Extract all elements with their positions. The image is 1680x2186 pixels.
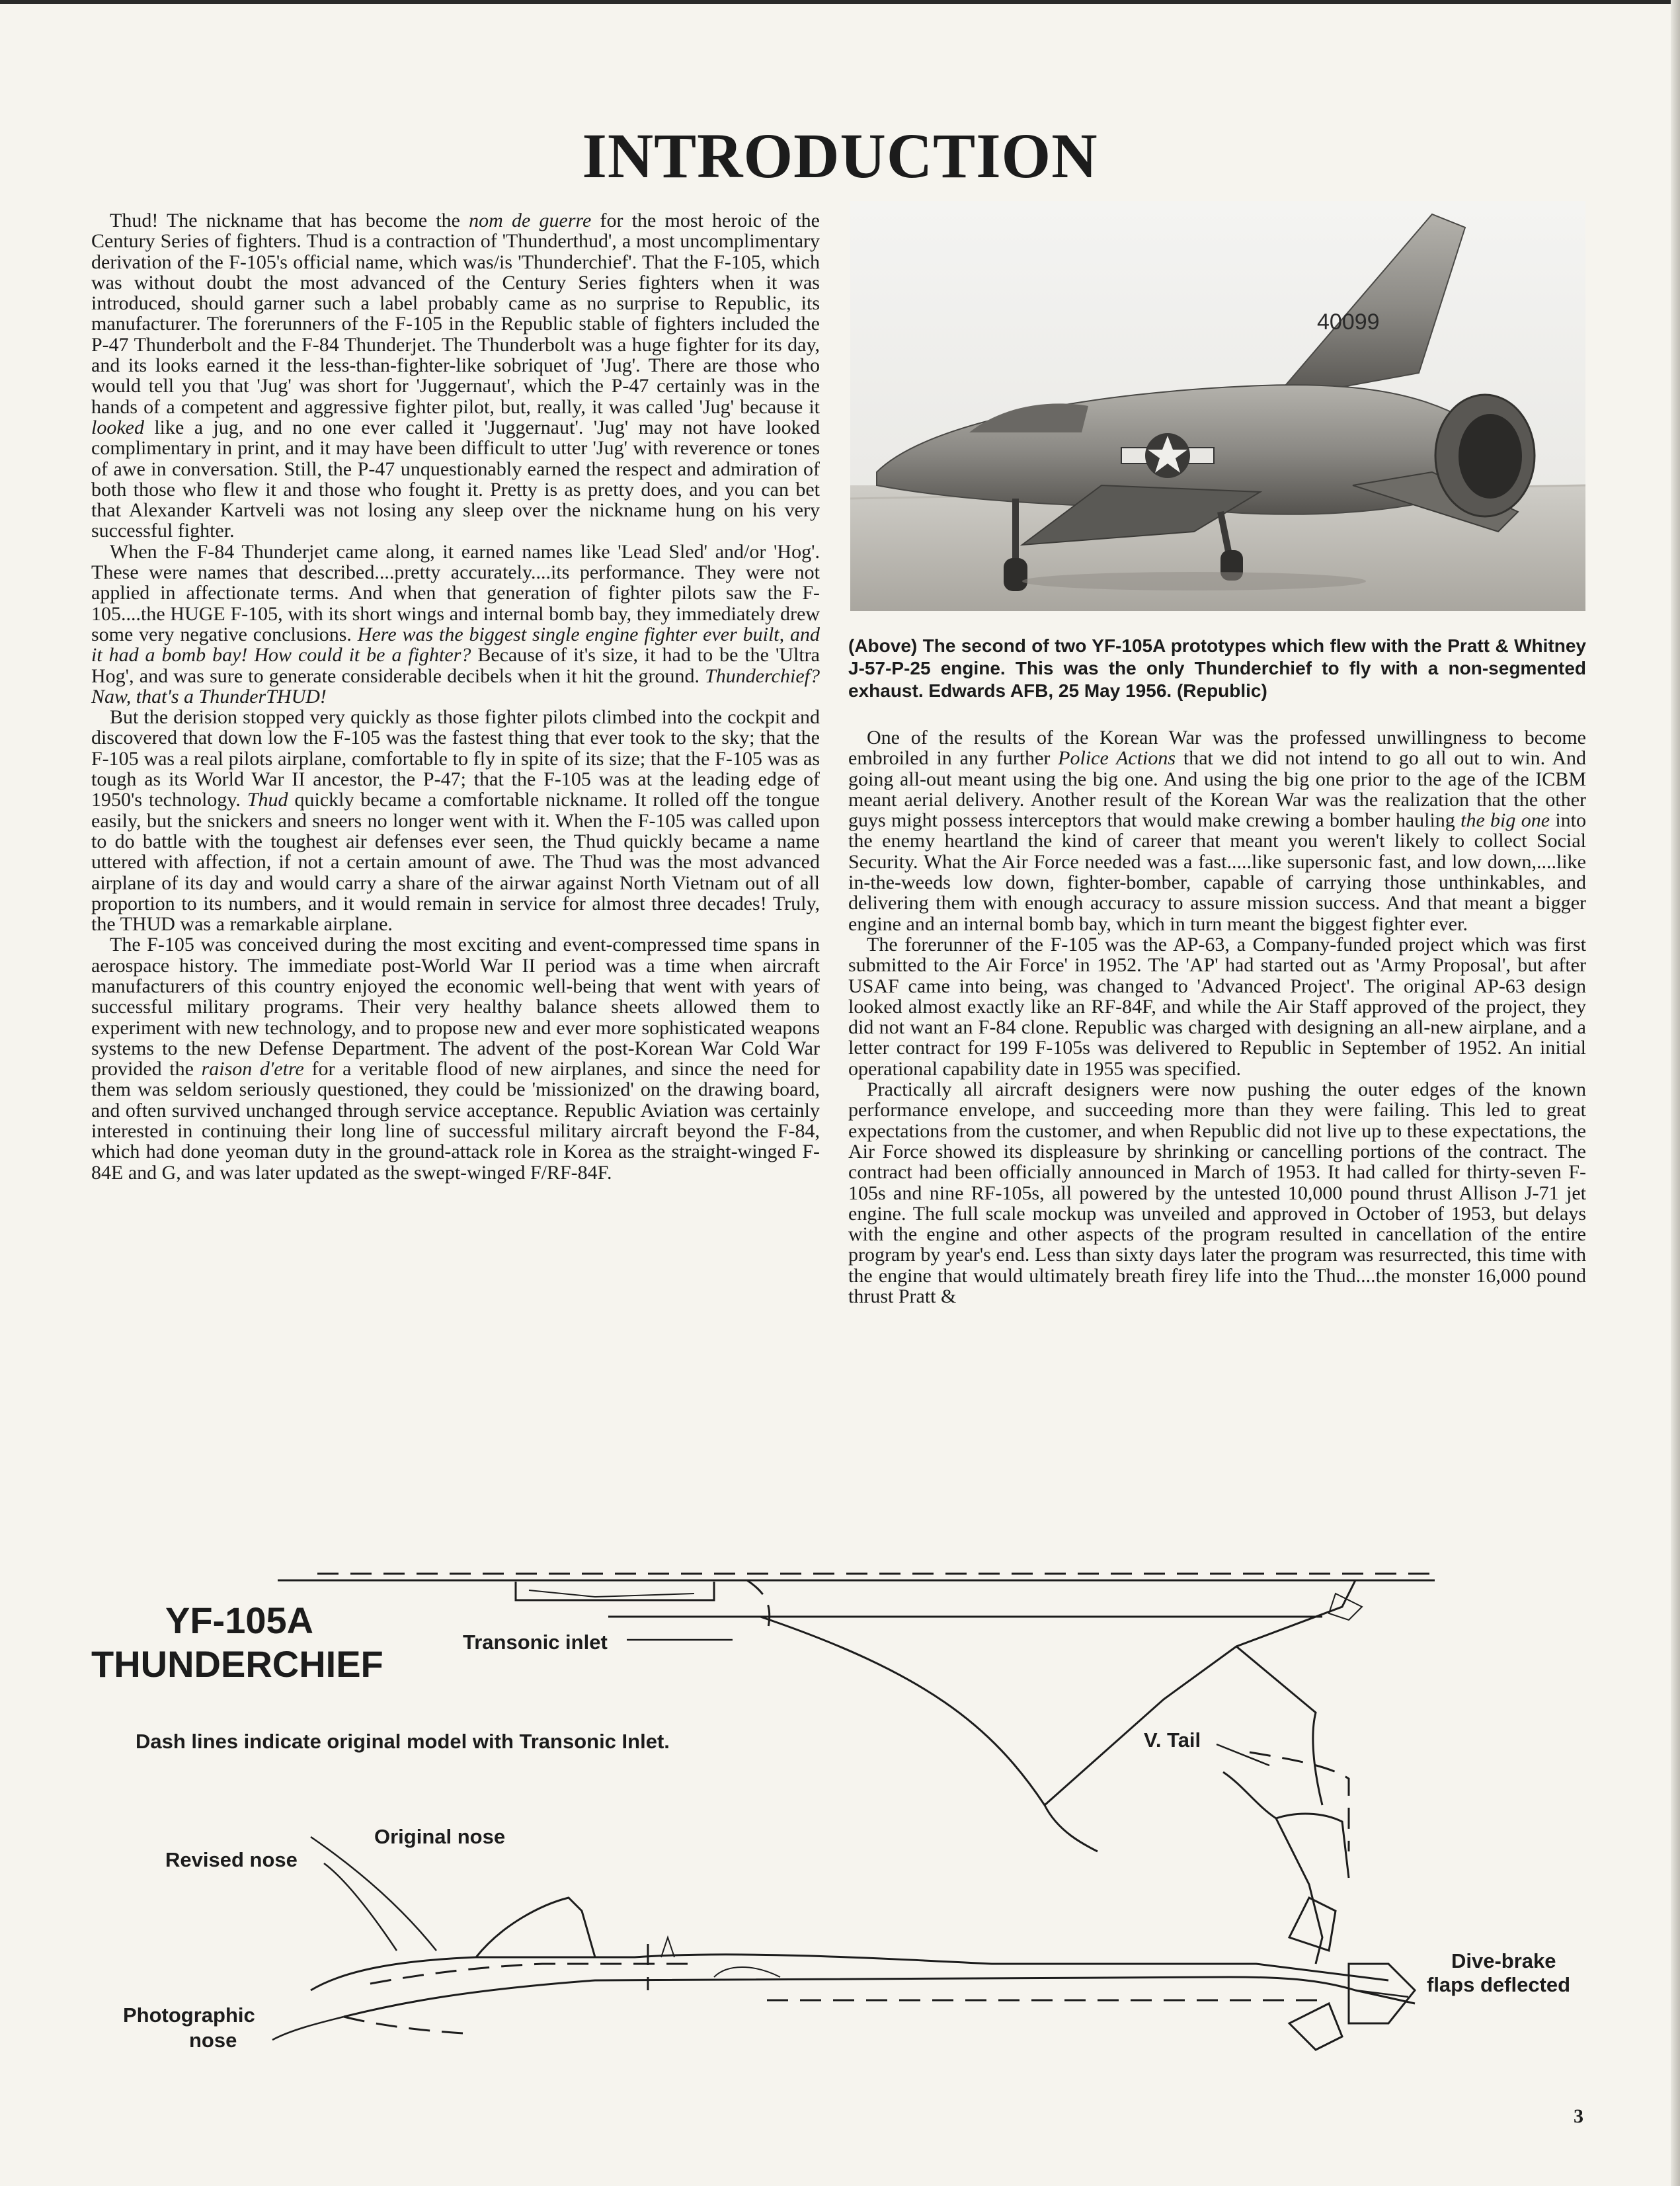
shadow: [1022, 572, 1366, 590]
paragraph: [91, 707, 820, 934]
label-v-tail: V. Tail: [1144, 1728, 1201, 1752]
dashed-photographic-nose: [344, 2017, 463, 2033]
italic-text: nom de guerre: [469, 210, 592, 231]
text-run: for the most heroic of the Century Series of fighters. Thud is a contraction of 'Thunderthud', a most uncomplimentary derivation of the F-105's official name, which was/is 'Thunderchief'. That the F-105, which was without doubt the most advanced of the Century Series fighters when it was introduced, should garner such a label probably came as no surprise to Republic, its manufacturer. The forerunners of the F-105 in the Republic stable of fighters included the P-47 Thunderbolt and the F-84 Thunderjet. The Thunderbolt was a huge fighter for its day, and its looks earned it the less-than-fighter-like sobriquet of 'Jug'. There are those who would tell you that 'Jug' was short for 'Juggernaut', which the P-47 certainly was in the hands of a competent and aggressive fighter pilot, but, really, it was called 'Jug' because it: [91, 210, 820, 418]
vertical-fin: [1223, 1772, 1322, 1964]
v-tail-leading-edge: [760, 1617, 1098, 1851]
diagram-note: Dash lines indicate original model with Transonic Inlet.: [136, 1730, 670, 1753]
diagram-title-yf-105a: YF-105A: [165, 1599, 314, 1641]
text-run: like a jug, and no one ever called it 'Juggernaut'. 'Jug' may not have looked complimentary in print, and it may have been difficult to utter 'Jug' with reverence or tones of awe in conversation. Still, the P-47 unquestionably earned the respect and admiration of both those who flew it and those who fought it. Pretty is as pretty does, and you can bet that Alexander Kartveli was not losing any sleep over the nickname hung on his very successful fighter.: [91, 416, 820, 542]
italic-text: looked: [91, 416, 144, 438]
text-run: The forerunner of the F-105 was the AP-63, a Company-funded project which was first submitted to the Air Force' in 1952. The 'AP' had started out as 'Army Proposal', but after USAF came into being, was changed to 'Advanced Project'. The original AP-63 design looked almost exactly like an RF-84F, and while the Air Staff approved of the project, they did not want an F-84 clone. Republic was charged with designing an all-new airplane, and a letter contract for 199 F-105s was delivered to Republic in September of 1952. An initial operational capability date in 1955 was specified.: [848, 933, 1586, 1080]
text-run: When the F-84 Thunderjet came along, it earned names like 'Lead Sled' and/or 'Hog'. These were names that described....pretty accurately....its performance. They were not applied in affectionate terms. And when that generation of fighter pilots saw the F-105....the HUGE F-105, with its short wings and internal bomb bay, they immediately drew some very negative conclusions.: [91, 540, 820, 645]
text-run: Thud! The nickname that has become the: [110, 210, 469, 231]
dashed-transonic-inlet: [747, 1580, 770, 1633]
dashed-v-tail: [1250, 1752, 1349, 1851]
label-transonic-inlet: Transonic inlet: [463, 1631, 608, 1654]
label-original-nose: Original nose: [374, 1825, 506, 1848]
leader-photographic-nose: [272, 2017, 344, 2040]
page-top-edge: [0, 0, 1680, 4]
italic-text: Thud: [247, 789, 288, 811]
label-photographic-nose: nose: [189, 2029, 237, 2052]
left-text-column: [91, 210, 820, 1183]
italic-text: raison d'etre: [201, 1058, 304, 1080]
photo-caption: (Above) The second of two YF-105A prototypes which flew with the Pratt & Whitney J-57-P-25 engine. This was the only Thunderchief to fly with a non-segmented exhaust. Edwards AFB, 25 May 1956. (Republic): [848, 635, 1586, 701]
fuselage-lower-line: [344, 1977, 1415, 2017]
text-run: into the enemy heartland the kind of career that meant you weren't likely to collect Social Security. What the Air Force needed was a fast.....like supersonic fast, and low down,....like in-the-weeds low down, fighter-bomber, capable of carrying those unthinkables, and delivering them with enough accuracy to assure mission success. And that meant a bigger engine and an internal bomb bay, which in turn meant the biggest fighter ever.: [848, 809, 1586, 935]
fuselage-upper-line: [311, 1955, 1388, 1990]
label-dive-brake: Dive-brake: [1451, 1949, 1556, 1972]
tail-number: 40099: [1317, 309, 1380, 335]
text-run: The F-105 was conceived during the most exciting and event-compressed time spans in aerospace history. The immediate post-World War II period was a time when aircraft manufacturers of this country enjoyed the economic well-being that went with years of successful military programs. Their very healthy balance sheets allowed them to experiment with new technology, and to propose new and ever more sophisticated weapons systems to the new Defense Department. The advent of the post-Korean War Cold War provided the: [91, 934, 820, 1080]
text-run: for a veritable flood of new airplanes, and since the need for them was seldom seriously questioned, they could be 'missionized' on the drawing board, and often survived unchanged through service acceptance. Republic Aviation was certainly interested in continuing their long line of successful military aircraft beyond the F-84, which had done yeoman duty in the ground-attack role in Korea as the straight-winged F-84E and G, and was later updated as the swept-winged F/RF-84F.: [91, 1058, 820, 1184]
text-run: But the derision stopped very quickly as those fighter pilots climbed into the cockpit and discovered that down low the F-105 was the fastest thing that ever took to the sky; that the F-105 was a real pilots airplane, comfortable to fly in spite of its size; that the F-105 was as tough as its World War II ancestor, the P-47; that the F-105 was at the leading edge of 1950's technology.: [91, 706, 820, 811]
leader-original-nose: [311, 1837, 436, 1951]
right-text-column: [848, 727, 1586, 1307]
page-number: 3: [1574, 2105, 1583, 2127]
dive-brake-lower: [1289, 2004, 1342, 2050]
label-revised-nose: Revised nose: [165, 1848, 298, 1871]
page-title: INTRODUCTION: [582, 120, 1098, 191]
text-run: Practically all aircraft designers were now pushing the outer edges of the known performance envelope, and succeeding more than they were failing. This led to great expectations from the customer, and when Republic did not live up to these expectations, the Air Force showed its displeasure by shrinking or cancelling portions of the contract. The contract had been officially announced in March of 1953. It had called for thirty-seven F-105s and nine RF-105s, all powered by the untested 10,000 pound thrust Allison J-71 jet engine. The full scale mockup was unveiled and approved in October of 1953, but delays with the engine and other aspects of the program resulted in cancellation of the entire program by year's end. Less than sixty days later the program was resurrected, this time with the engine that would ultimately breath firey life into the Thud....the monster 16,000 pound thrust Pratt &: [848, 1078, 1586, 1308]
label-flaps-deflected: flaps deflected: [1427, 1973, 1571, 1996]
tail-outline: [1236, 1646, 1322, 1805]
label-photographic: Photographic: [123, 2004, 255, 2027]
paragraph: [848, 1079, 1586, 1307]
text-run: Because of it's size, it had to be the 'Ultra Hog', and was sure to generate considerable decibels when it hit the ground.: [91, 644, 820, 687]
diagram-title-thunderchief: THUNDERCHIEF: [91, 1643, 383, 1685]
text-run: that we did not intend to go all out to win. And going all-out meant using the big one. And using the big one prior to the age of the ICBM meant aerial delivery. Another result of the Korean War was the realization that the other guys might possess interceptors that would make crewing a bomber hauling: [848, 747, 1586, 832]
paragraph: [91, 934, 820, 1183]
italic-text: Here was the biggest single engine fighter ever built, and it had a bomb bay! How could it be a fighter?: [91, 623, 820, 667]
italic-text: Thunderchief? Naw, that's a ThunderTHUD!: [91, 665, 820, 708]
canopy-outline: [476, 1898, 595, 1957]
yf-105a-photo-illustration: [850, 201, 1585, 611]
aircraft-photo: [850, 201, 1585, 611]
paragraph: [848, 727, 1586, 934]
paragraph: [91, 542, 820, 707]
upper-inlet-box: [516, 1582, 714, 1600]
text-run: quickly became a comfortable nickname. It rolled off the tongue easily, but the snickers and sneers no longer went with it. When the F-105 was called upon to do battle with the toughest air defenses ever seen, the Thud quickly became a name uttered with affection, if not a certain amount of awe. The Thud was the most advanced airplane of its day and would carry a share of the airwar against North Vietnam out of all proportion to its numbers, and it would remain in service for almost three decades! Truly, the THUD was a remarkable airplane.: [91, 789, 820, 936]
paragraph: [91, 210, 820, 542]
leader-revised-nose: [324, 1863, 397, 1951]
nose-wheel: [1004, 558, 1027, 591]
italic-text: the big one: [1460, 809, 1550, 832]
italic-text: Police Actions: [1058, 747, 1176, 770]
text-run: One of the results of the Korean War was the professed unwillingness to become embroiled in any further: [848, 727, 1586, 770]
exhaust-opening: [1459, 414, 1522, 499]
paragraph: [848, 934, 1586, 1079]
dive-brake-upper: [1289, 1898, 1336, 1951]
